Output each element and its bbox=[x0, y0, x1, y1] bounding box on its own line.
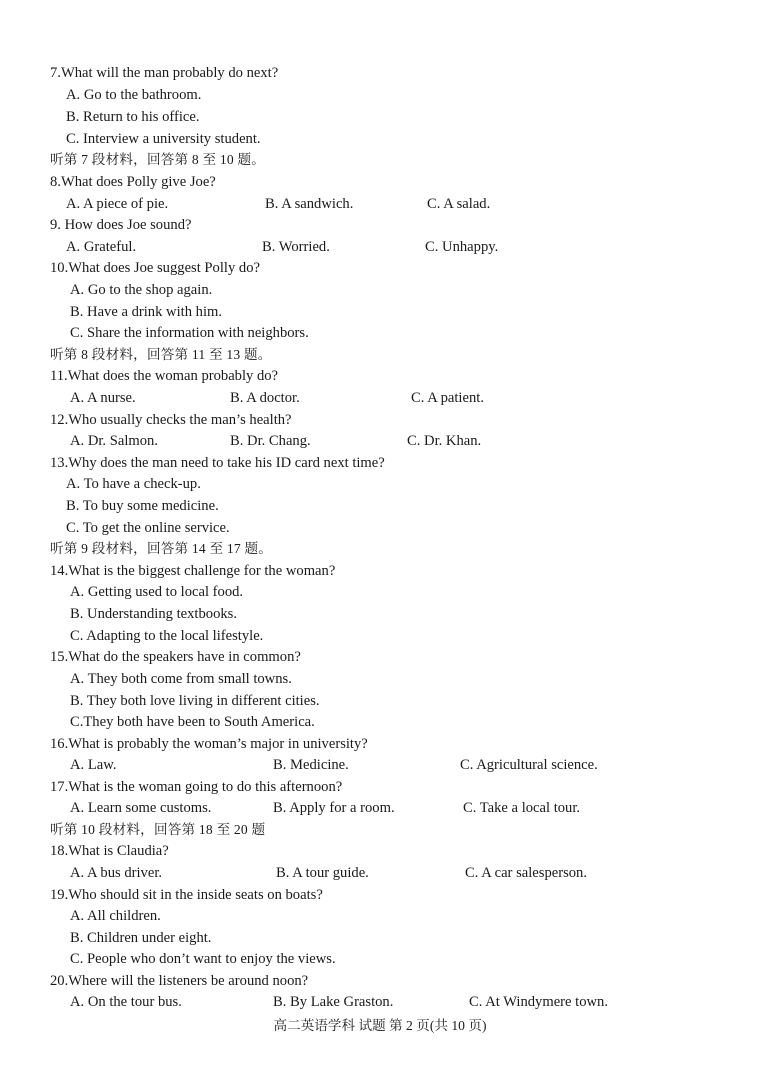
question-17: 17.What is the woman going to do this afternoon? bbox=[50, 779, 343, 795]
option-15c: C.They both have been to South America. bbox=[70, 714, 315, 730]
option-20b: B. By Lake Graston. bbox=[273, 994, 394, 1010]
option-18a: A. A bus driver. bbox=[70, 865, 163, 881]
options-row-16 bbox=[0, 754, 760, 776]
option-16c: C. Agricultural science. bbox=[460, 757, 598, 773]
option-7a: A. Go to the bathroom. bbox=[66, 87, 202, 103]
section-heading-9: 听第 9 段材料，回答第 14 至 17 题。 bbox=[50, 541, 273, 556]
question-11: 11.What does the woman probably do? bbox=[50, 368, 279, 384]
option-9b: B. Worried. bbox=[262, 239, 330, 255]
section-heading-8: 听第 8 段材料，回答第 11 至 13 题。 bbox=[50, 347, 272, 362]
option-13c: C. To get the online service. bbox=[66, 520, 230, 536]
options-row-18 bbox=[0, 862, 760, 884]
question-12: 12.Who usually checks the man’s health? bbox=[50, 412, 292, 428]
options-row-12 bbox=[0, 430, 760, 452]
section-heading-10: 听第 10 段材料，回答第 18 至 20 题 bbox=[50, 822, 266, 837]
option-10a: A. Go to the shop again. bbox=[70, 282, 213, 298]
question-10: 10.What does Joe suggest Polly do? bbox=[50, 260, 260, 276]
options-row-11 bbox=[0, 387, 760, 409]
question-8: 8.What does Polly give Joe? bbox=[50, 174, 216, 190]
option-12a: A. Dr. Salmon. bbox=[70, 433, 158, 449]
option-9c: C. Unhappy. bbox=[425, 239, 499, 255]
question-18: 18.What is Claudia? bbox=[50, 843, 169, 859]
question-16: 16.What is probably the woman’s major in university? bbox=[50, 736, 368, 752]
option-13b: B. To buy some medicine. bbox=[66, 498, 219, 514]
option-17c: C. Take a local tour. bbox=[463, 800, 581, 816]
question-15: 15.What do the speakers have in common? bbox=[50, 649, 301, 665]
option-8a: A. A piece of pie. bbox=[66, 196, 169, 212]
question-7: 7.What will the man probably do next? bbox=[50, 65, 279, 81]
option-8b: B. A sandwich. bbox=[265, 196, 354, 212]
option-20c: C. At Windymere town. bbox=[469, 994, 608, 1010]
section-heading-7: 听第 7 段材料，回答第 8 至 10 题。 bbox=[50, 152, 266, 167]
option-19b: B. Children under eight. bbox=[70, 930, 212, 946]
option-17b: B. Apply for a room. bbox=[273, 800, 395, 816]
option-12b: B. Dr. Chang. bbox=[230, 433, 311, 449]
option-11b: B. A doctor. bbox=[230, 390, 300, 406]
option-11c: C. A patient. bbox=[411, 390, 484, 406]
option-7c: C. Interview a university student. bbox=[66, 131, 261, 147]
option-12c: C. Dr. Khan. bbox=[407, 433, 482, 449]
options-row-8 bbox=[0, 193, 760, 215]
question-9: 9. How does Joe sound? bbox=[50, 217, 192, 233]
option-14c: C. Adapting to the local lifestyle. bbox=[70, 628, 264, 644]
option-18c: C. A car salesperson. bbox=[465, 865, 587, 881]
option-14a: A. Getting used to local food. bbox=[70, 584, 244, 600]
option-20a: A. On the tour bus. bbox=[70, 994, 182, 1010]
option-17a: A. Learn some customs. bbox=[70, 800, 212, 816]
option-15a: A. They both come from small towns. bbox=[70, 671, 292, 687]
option-15b: B. They both love living in different cities. bbox=[70, 693, 320, 709]
option-10c: C. Share the information with neighbors. bbox=[70, 325, 309, 341]
options-row-20 bbox=[0, 991, 760, 1013]
option-16a: A. Law. bbox=[70, 757, 117, 773]
options-row-9 bbox=[0, 236, 760, 258]
option-9a: A. Grateful. bbox=[66, 239, 137, 255]
option-11a: A. A nurse. bbox=[70, 390, 136, 406]
option-19c: C. People who don’t want to enjoy the views. bbox=[70, 951, 336, 967]
option-14b: B. Understanding textbooks. bbox=[70, 606, 238, 622]
question-20: 20.Where will the listeners be around noon? bbox=[50, 973, 309, 989]
option-16b: B. Medicine. bbox=[273, 757, 349, 773]
option-19a: A. All children. bbox=[70, 908, 161, 924]
option-13a: A. To have a check-up. bbox=[66, 476, 201, 492]
options-row-17 bbox=[0, 797, 760, 819]
option-8c: C. A salad. bbox=[427, 196, 491, 212]
question-13: 13.Why does the man need to take his ID card next time? bbox=[50, 455, 385, 471]
option-7b: B. Return to his office. bbox=[66, 109, 200, 125]
question-19: 19.Who should sit in the inside seats on boats? bbox=[50, 887, 323, 903]
option-18b: B. A tour guide. bbox=[276, 865, 369, 881]
question-14: 14.What is the biggest challenge for the woman? bbox=[50, 563, 336, 579]
page-footer: 高二英语学科 试题 第 2 页(共 10 页) bbox=[273, 1018, 487, 1033]
option-10b: B. Have a drink with him. bbox=[70, 304, 222, 320]
